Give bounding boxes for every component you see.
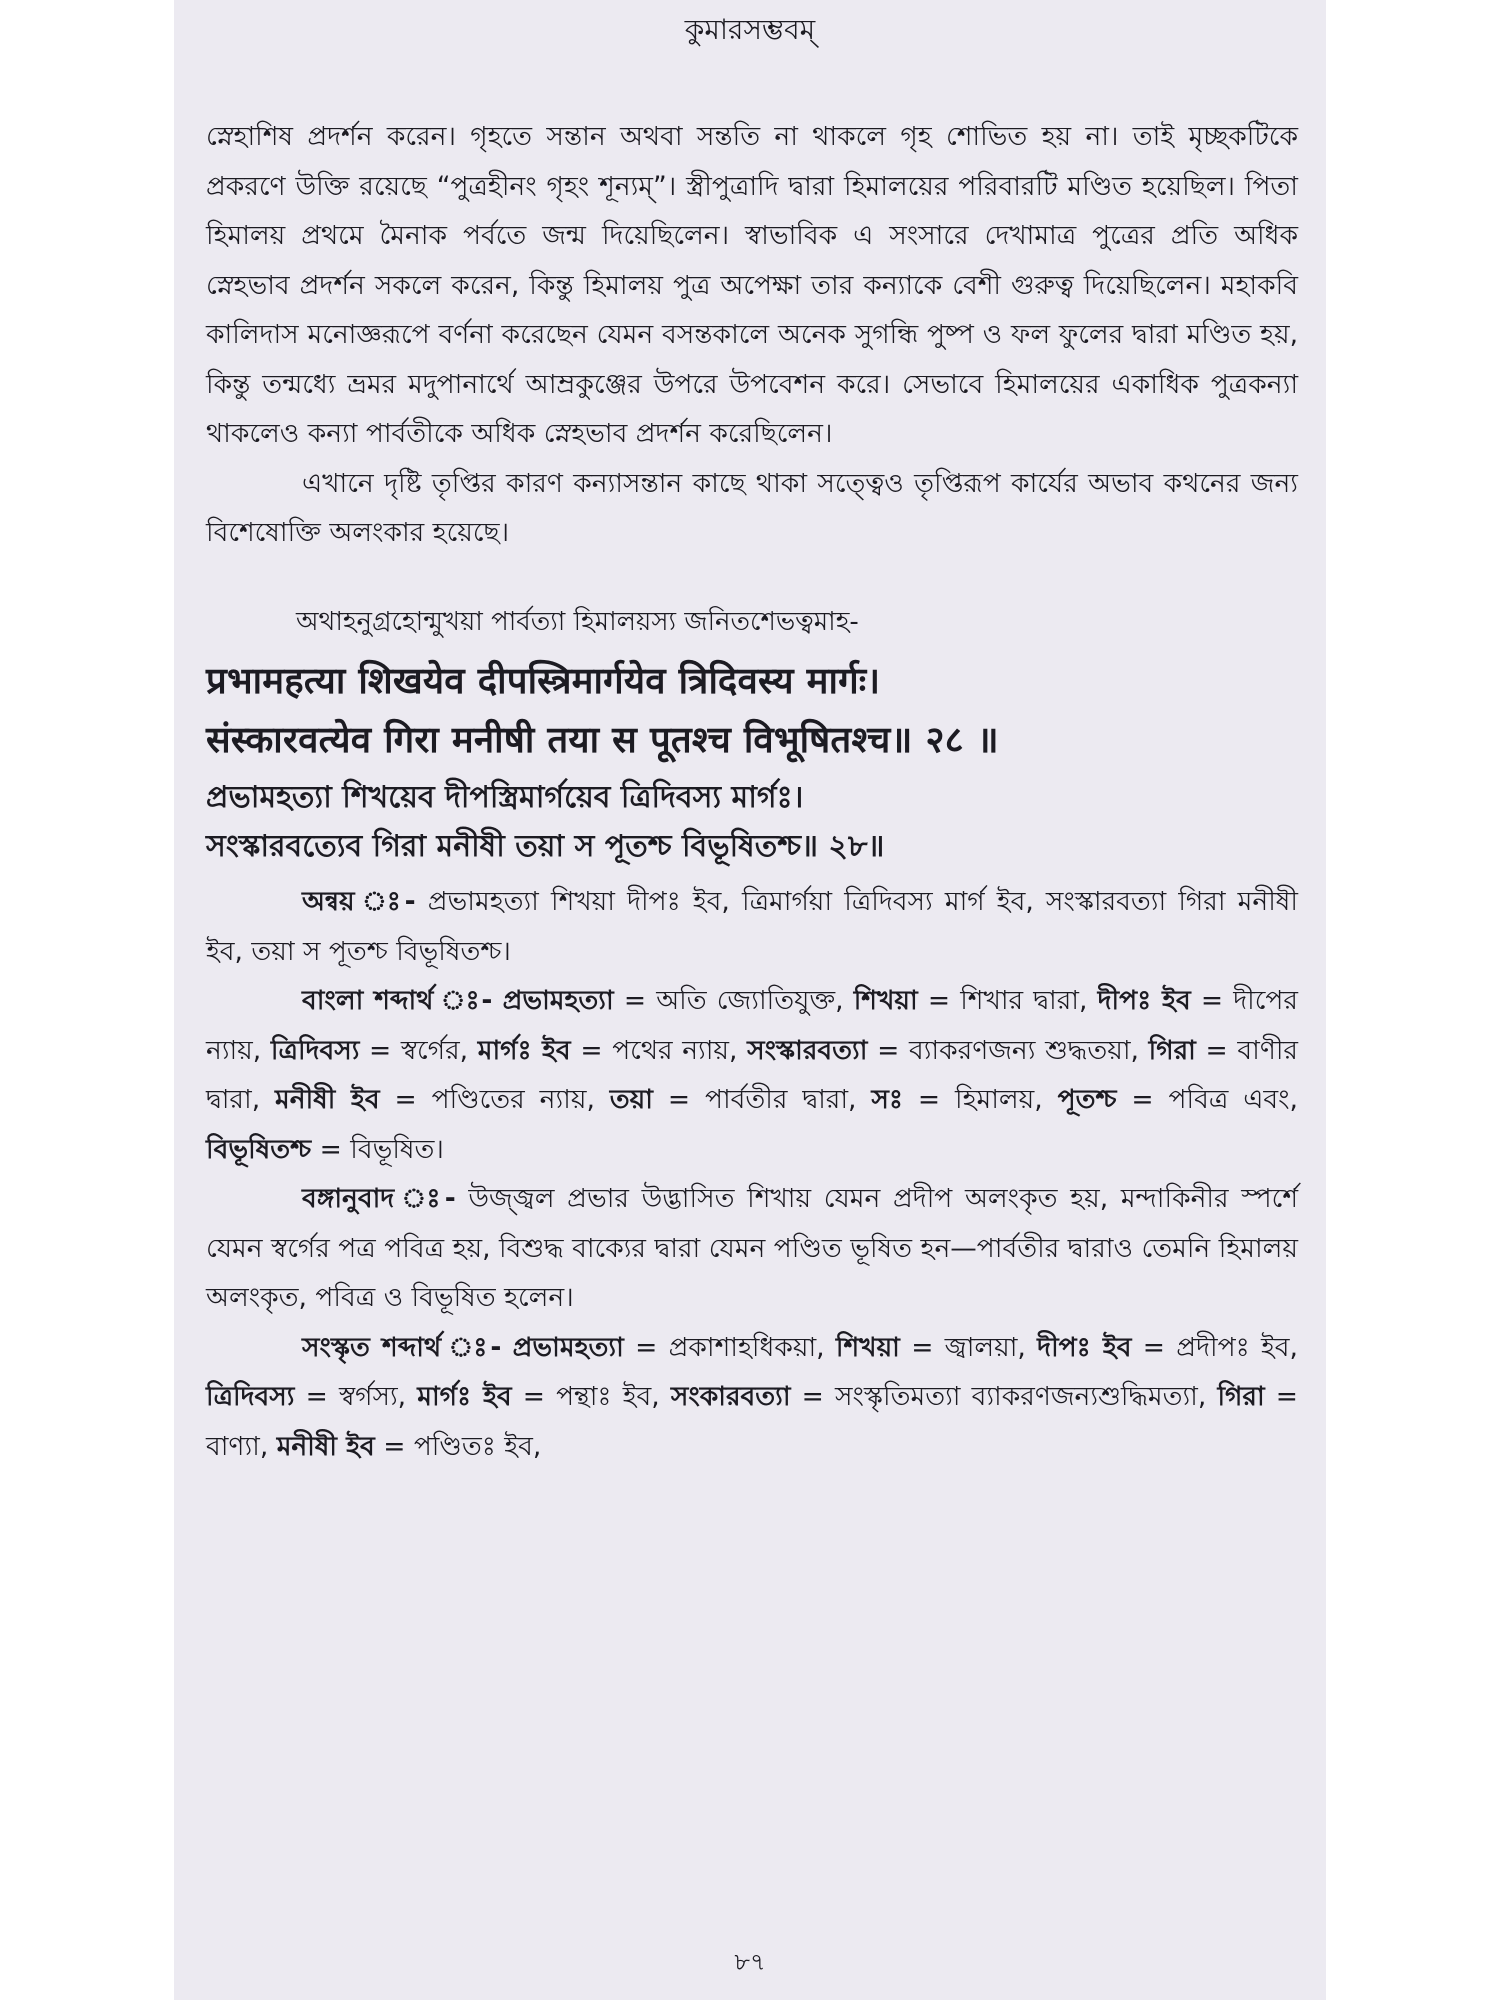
gloss-word: দীপঃ ইব [1037,1331,1132,1363]
running-header: কুমারসম্ভবম্ [684,13,816,46]
gloss-meaning: = দীপের ন্যায়, [206,985,1298,1066]
gloss-meaning: = প্রকাশাহধিকয়া, [623,1331,836,1363]
anvay-text: প্রভামহত্যা শিখয়া দীপঃ ইব, ত্রিমার্গয়া ত্রিদিবস্য মার্গ ইব, সংস্কারবত্যা গিরা মনীষী ইব, তয়া স পূতশ্চ বিভূষিতশ্চ। [206,886,1298,967]
gloss-meaning: = হিমালয়, [903,1084,1058,1115]
verse-bengali-script [206,773,1298,871]
gloss-meaning: = পথের ন্যায়, [570,1034,748,1066]
gloss-meaning: = অতি জ্যোতিযুক্ত, [613,985,854,1016]
verse-devanagari-line-2: संस्कारवत्येव गिरा मनीषी तया स पूतश्च विभूषितश्च॥ २८ ॥ [206,718,999,761]
gloss-meaning: = পন্থাঃ ইব, [511,1381,671,1412]
bangla-shabdartha-section [206,976,1298,1174]
gloss-meaning: = পার্বতীর দ্বারা, [652,1084,872,1115]
commentary-paragraph: স্নেহাশিষ প্রদর্শন করেন। গৃহতে সন্তান অথবা সন্ততি না থাকলে গৃহ শোভিত হয় না। তাই মৃচ্ছকটিকে প্রকরণে উক্তি রয়েছে “পুত্রহীনং গৃহং শূন্যম্”। স্ত্রীপুত্রাদি দ্বারা হিমালয়ের পরিবারটি মণ্ডিত হয়েছিল। পিতা হিমালয় প্রথমে মৈনাক পর্বতে জন্ম দিয়েছিলেন। স্বাভাবিক এ সংসারে দেখামাত্র পুত্রের প্রতি অধিক স্নেহভাব প্রদর্শন সকলে করেন, কিন্তু হিমালয় পুত্র অপেক্ষা তার কন্যাকে বেশী গুরুত্ব দিয়েছিলেন। মহাকবি কালিদাস মনোজ্ঞরূপে বর্ণনা করেছেন যেমন বসন্তকালে অনেক সুগন্ধি পুষ্প ও ফল ফুলের দ্বারা মণ্ডিত হয়, কিন্তু তন্মধ্যে ভ্রমর মদুপানার্থে আম্রকুঞ্জের উপরে উপবেশন করে। সেভাবে হিমালয়ের একাধিক পুত্রকন্যা থাকলেও কন্যা পার্বতীকে অধিক স্নেহভাব প্রদর্শন করেছিলেন। [206,121,1298,449]
gloss-meaning: = জ্বালয়া, [899,1331,1038,1363]
gloss-meaning: = বাণ্যা, [206,1381,1299,1462]
gloss-meaning: = বাণীর দ্বারা, [206,1034,1299,1115]
verse-devanagari-line-1: प्रभामहत्या शिखयेव दीपस्त्रिमार्गयेव त्रिदिवस्य मार्गः। [206,659,881,702]
gloss-word: গিরা [1217,1381,1265,1412]
gloss-word: তয়া [609,1084,653,1115]
anvay-section [206,877,1298,976]
gloss-word: প্রভামহত্যা [512,1331,624,1363]
alankara-note: এখানে দৃষ্টি তৃপ্তির কারণ কন্যাসন্তান কাছে থাকা সত্ত্বেও তৃপ্তিরূপ কার্যের অভাব কথনের জন্য বিশেষোক্তি অলংকার হয়েছে। [206,467,1298,548]
gloss-word: শিখয়া [835,1331,900,1363]
gloss-meaning: = ব্যাকরণজন্য শুদ্ধতয়া, [867,1034,1149,1066]
gloss-word: গিরা [1148,1034,1196,1066]
shabdartha-label: বাংলা শব্দার্থ ঃ- [302,985,493,1016]
verse-devanagari [206,651,1298,769]
gloss-meaning: = পণ্ডিতঃ ইব, [374,1430,542,1462]
gloss-meaning: = বিভূষিত। [311,1133,444,1165]
gloss-meaning: = শিখার দ্বারা, [917,985,1098,1016]
verse-bengali-line-2: সংস্কারবত্যেব গিরা মনীষী তয়া স পূতশ্চ বিভূষিতশ্চ॥ ২৮॥ [206,829,885,864]
gloss-word: ত্রিদিবস্য [270,1034,360,1066]
gloss-meaning: = পবিত্র এবং, [1116,1084,1298,1115]
gloss-word: পূতশ্চ [1057,1084,1117,1115]
banganuvad-section [206,1174,1298,1323]
gloss-meaning: = প্রদীপঃ ইব, [1131,1331,1298,1363]
anvay-label: অন্বয় ঃ- [302,886,416,917]
gloss-word: প্রভামহত্যা [502,985,614,1016]
gloss-word: বিভূষিতশ্চ [206,1133,312,1165]
gloss-word: সঃ [871,1084,904,1115]
gloss-word: মার্গঃ ইব [417,1381,512,1412]
page-number: ৮৭ [734,1948,766,1976]
banganuvad-label: বঙ্গানুবাদ ঃ- [302,1183,456,1214]
gloss-word: দীপঃ ইব [1097,985,1191,1016]
gloss-meaning: = সংস্কৃতিমত্যা ব্যাকরণজন্যশুদ্ধিমত্যা, [790,1381,1218,1412]
gloss-meaning: = স্বর্গস্য, [294,1381,418,1412]
gloss-word: শিখয়া [853,985,918,1016]
banganuvad-text: উজ্জ্বল প্রভার উদ্ভাসিত শিখায় যেমন প্রদীপ অলংকৃত হয়, মন্দাকিনীর স্পর্শে যেমন স্বর্গের পত্র পবিত্র হয়, বিশুদ্ধ বাক্যের দ্বারা যেমন পণ্ডিত ভূষিত হন—পার্বতীর দ্বারাও তেমনি হিমালয় অলংকৃত, পবিত্র ও বিভূষিত হলেন। [206,1183,1298,1313]
gloss-meaning: = পণ্ডিতের ন্যায়, [379,1084,610,1115]
gloss-word: মার্গঃ ইব [477,1034,571,1066]
verse-bengali-line-1: প্রভামহত্যা শিখয়েব দীপস্ত্রিমার্গয়েব ত্রিদিবস্য মার্গঃ। [206,780,804,815]
gloss-word: মনীষী ইব [276,1430,375,1462]
verse-introduction: অথাহনুগ্রহোন্মুখয়া পার্বত্যা হিমালয়স্য জনিতশেভত্বমাহ- [296,606,859,637]
gloss-word: মনীষী ইব [275,1084,380,1115]
sanskrit-shabdartha-section [206,1323,1298,1472]
page-body [206,112,1298,1471]
gloss-meaning: = স্বর্গের, [359,1034,478,1066]
gloss-word: ত্রিদিবস্য [206,1381,295,1412]
gloss-word: সংস্কারবত্যা [747,1034,868,1066]
book-page [174,0,1326,2000]
sanskrit-shabdartha-label: সংস্কৃত শব্দার্থ ঃ- [302,1331,502,1363]
gloss-word: সংকারবত্যা [670,1381,791,1412]
